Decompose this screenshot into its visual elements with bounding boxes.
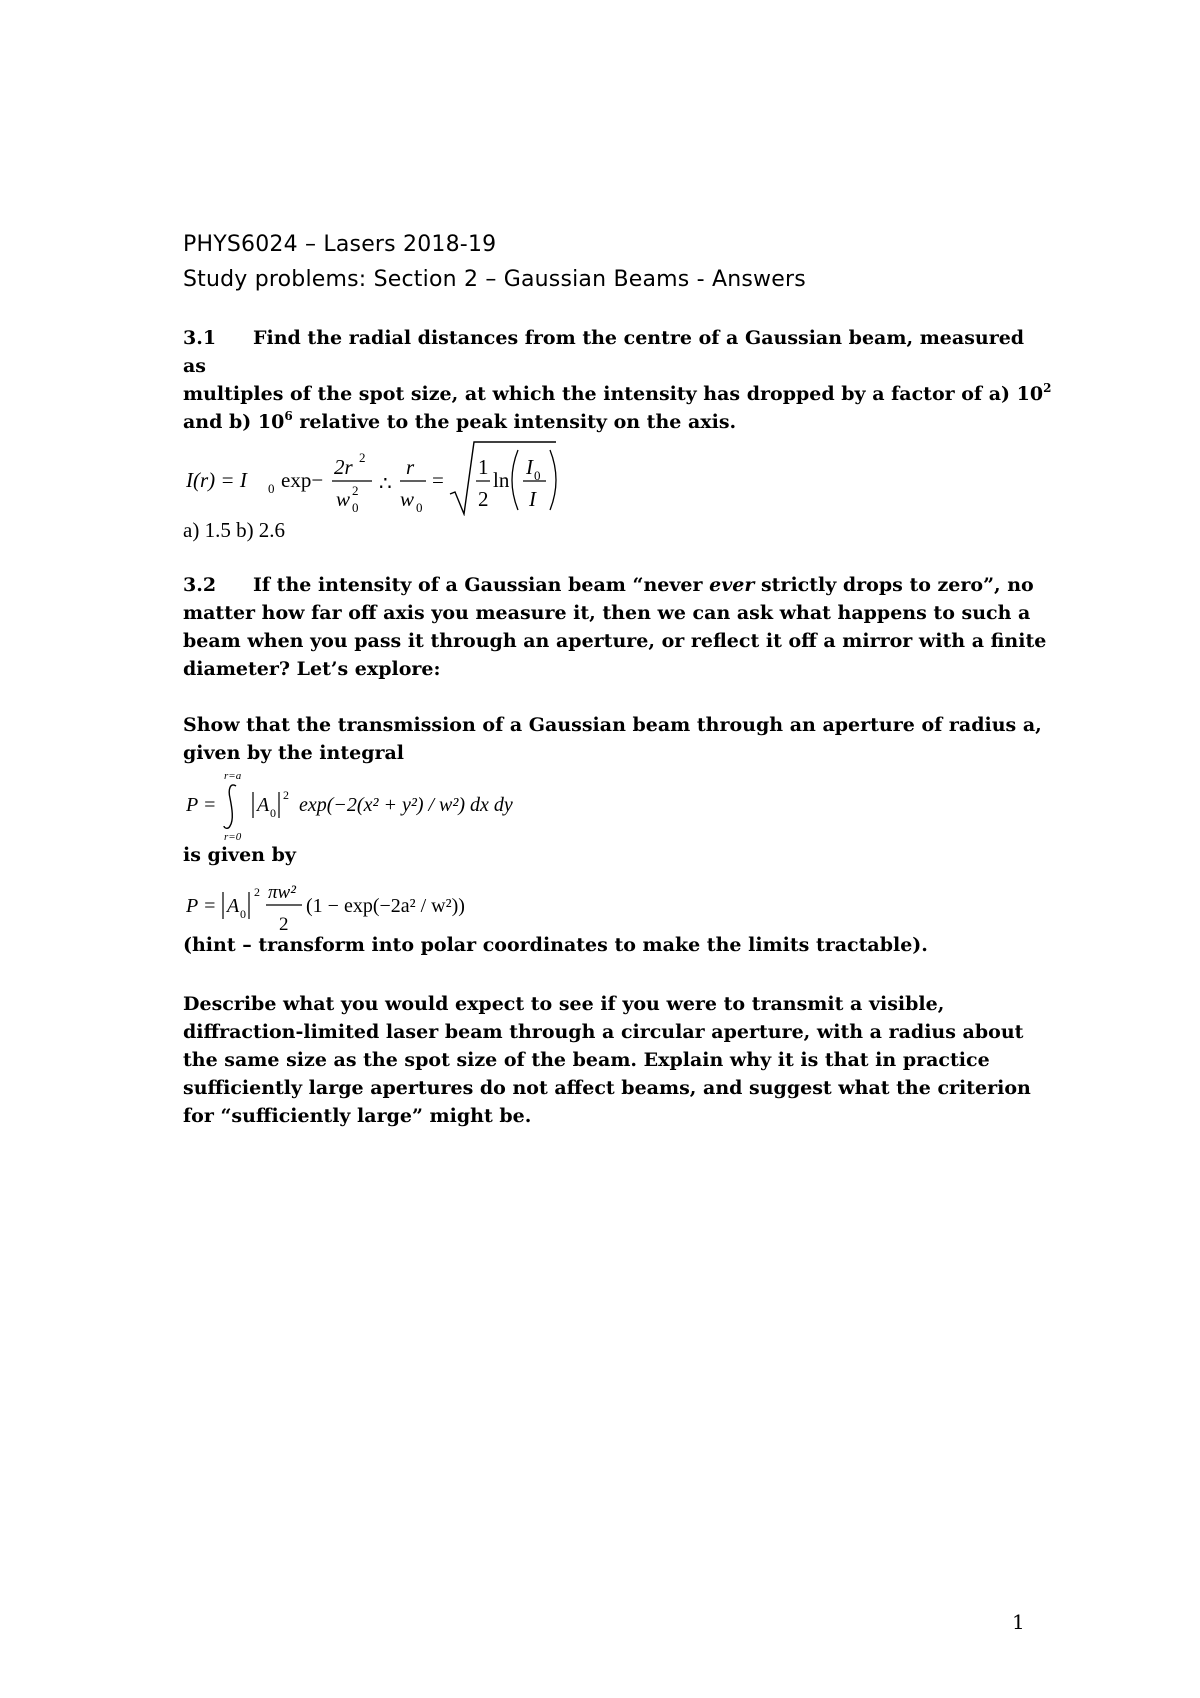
result-frac-num: πw² <box>268 882 296 903</box>
problem-text-line: beam when you pass it through an aperture, or reflect it off a mirror with a finite <box>183 630 1047 652</box>
page-number: 1 <box>1012 1610 1025 1634</box>
exponent: 2 <box>1043 381 1052 395</box>
problem-text-line: strictly drops to zero”, no <box>754 574 1034 596</box>
eq-ratio-num: r <box>406 455 415 479</box>
is-given-by: is given by <box>183 844 296 866</box>
eq-frac-num-sup: 2 <box>359 450 366 465</box>
result-lhs: P = <box>186 895 217 917</box>
result-amplitude-sub: 0 <box>240 907 246 921</box>
problem-text-line: Describe what you would expect to see if you were to transmit a visible, <box>183 993 945 1015</box>
eq-lhs: I(r) = I <box>186 468 247 492</box>
amplitude-sup: 2 <box>283 788 289 802</box>
emphasis-ever: ever <box>709 574 755 596</box>
integral-lower-limit: r=0 <box>224 831 242 840</box>
hint-text: (hint – transform into polar coordinates to make the limits tractable). <box>183 934 928 956</box>
amplitude-sub: 0 <box>270 806 276 820</box>
result-amplitude: A <box>227 895 240 917</box>
result-body: (1 − exp(−2a² / w²)) <box>306 895 465 917</box>
eq-frac-den: w <box>336 487 351 511</box>
integral-sign <box>224 785 236 828</box>
exponent: 6 <box>284 409 293 423</box>
integral-upper-limit: r=a <box>224 770 242 782</box>
course-title: PHYS6024 – Lasers 2018-19 <box>183 232 497 257</box>
problem-text-line: sufficiently large apertures do not affect beams, and suggest what the criterion <box>183 1077 1031 1099</box>
result-equation <box>186 872 586 942</box>
eq-sub: 0 <box>268 481 275 496</box>
eq-frac-den-sup: 2 <box>352 483 359 498</box>
eq-equals: = <box>432 468 444 492</box>
eq-ratio-den-sub: 0 <box>416 500 423 515</box>
problem-text-line: for “sufficiently large” might be. <box>183 1105 532 1127</box>
problem-3-2-statement <box>183 571 1053 683</box>
problem-text-line: relative to the peak intensity on the axis. <box>292 411 737 433</box>
describe-paragraph <box>183 990 1053 1130</box>
problem-text-line: given by the integral <box>183 742 405 764</box>
eq-inner-num-sub: 0 <box>534 468 541 483</box>
answer-3-1: a) 1.5 b) 2.6 <box>183 518 286 542</box>
eq-half-num: 1 <box>478 455 489 479</box>
eq-ln: ln <box>493 468 510 492</box>
result-amplitude-sup: 2 <box>254 885 260 899</box>
problem-text-line: the same size as the spot size of the beam. Explain why it is that in practice <box>183 1049 990 1071</box>
problem-text-line: Show that the transmission of a Gaussian beam through an aperture of radius a, <box>183 714 1042 736</box>
eq-therefore: ∴ <box>379 473 392 495</box>
integral-lhs: P = <box>186 794 217 816</box>
problem-text-line: multiples of the spot size, at which the intensity has dropped by a factor of a) 10 <box>183 383 1044 405</box>
section-subtitle: Study problems: Section 2 – Gaussian Beams - Answers <box>183 267 806 292</box>
eq-half-den: 2 <box>478 487 489 511</box>
eq-inner-den: I <box>529 487 536 511</box>
problem-text-line: Find the radial distances from the centre of a Gaussian beam, measured as <box>183 327 1025 377</box>
eq-inner-num: I <box>526 455 533 479</box>
intensity-equation <box>186 440 586 516</box>
problem-number: 3.1 <box>183 327 217 349</box>
amplitude: A <box>257 794 270 816</box>
problem-3-1-statement <box>183 324 1053 436</box>
eq-frac-num: 2r <box>334 455 353 479</box>
result-frac-den: 2 <box>279 914 289 935</box>
eq-exp: exp− <box>281 468 324 492</box>
problem-text-line: diffraction-limited laser beam through a circular aperture, with a radius about <box>183 1021 1024 1043</box>
eq-ratio-den: w <box>400 487 415 511</box>
problem-number: 3.2 <box>183 574 217 596</box>
problem-text-line: and b) 10 <box>183 411 285 433</box>
integral-body: exp(−2(x² + y²) / w²) dx dy <box>299 794 513 816</box>
show-that-statement <box>183 711 1053 767</box>
problem-text-line: If the intensity of a Gaussian beam “never <box>253 574 710 596</box>
integral-equation <box>186 768 586 840</box>
problem-text-line: diameter? Let’s explore: <box>183 658 441 680</box>
problem-text-line: matter how far off axis you measure it, then we can ask what happens to such a <box>183 602 1031 624</box>
eq-frac-den-sub: 0 <box>352 500 359 515</box>
